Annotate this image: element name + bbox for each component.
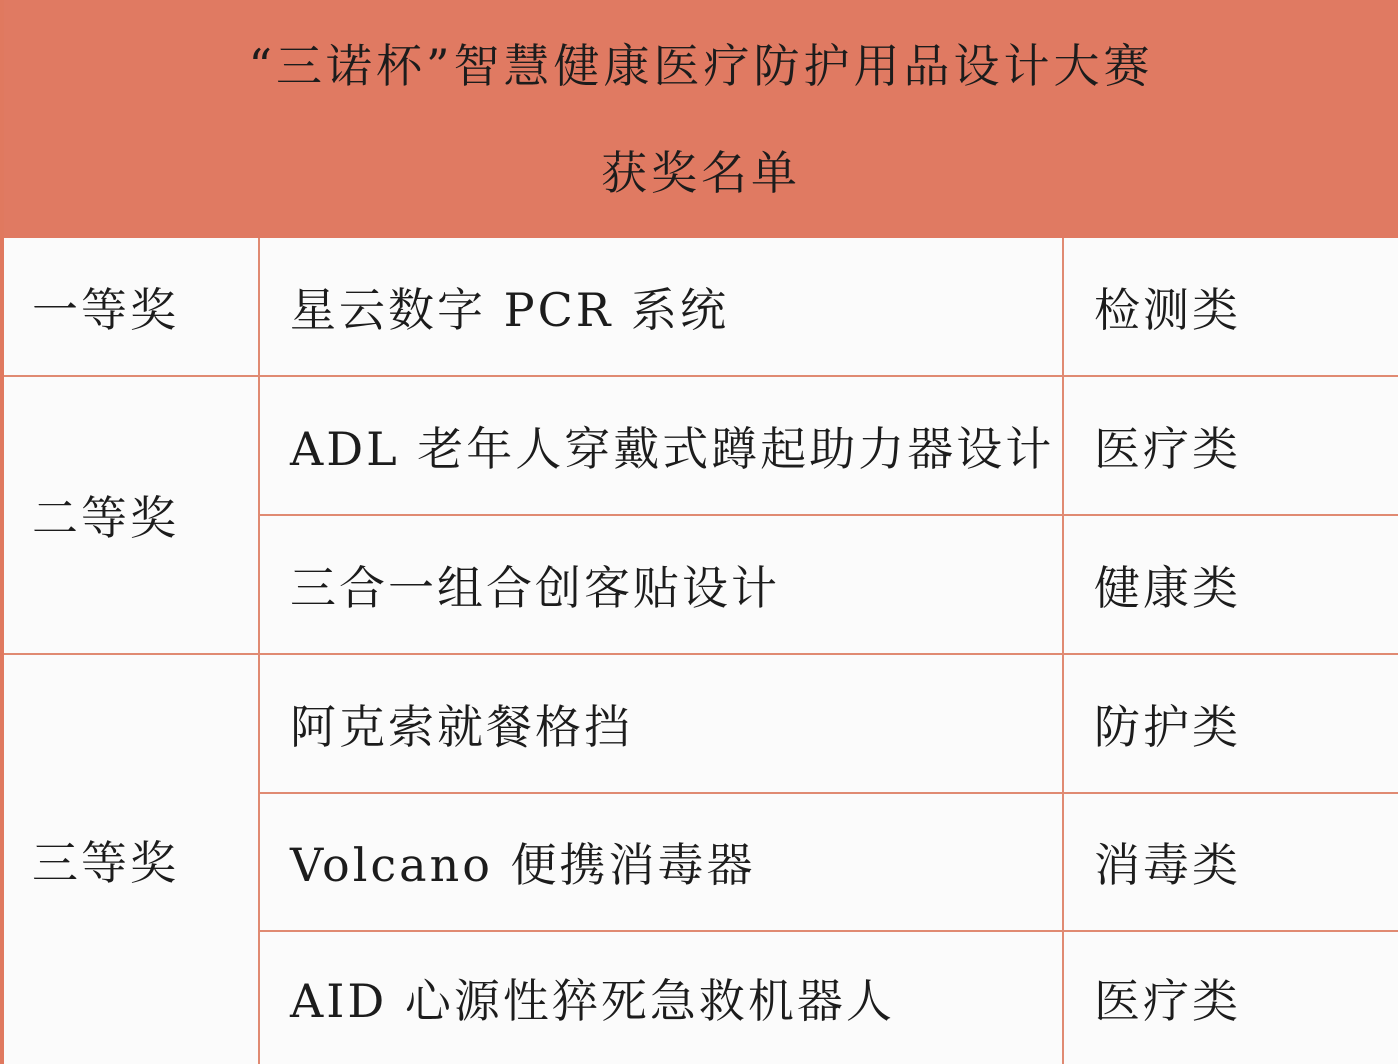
entry-category: 检测类: [1094, 282, 1241, 337]
award-tier: 三等奖: [32, 835, 179, 890]
award-table: [4, 238, 1398, 1064]
entry-name: 三合一组合创客贴设计: [290, 560, 780, 615]
entry-category: 防护类: [1094, 699, 1241, 754]
entry-name: 阿克索就餐格挡: [290, 699, 633, 754]
entry-name: AID 心源性猝死急救机器人: [290, 974, 895, 1028]
entry-name: ADL 老年人穿戴式蹲起助力器设计: [290, 421, 1055, 476]
award-tier: 二等奖: [32, 491, 179, 545]
column-divider: [1062, 238, 1064, 1064]
entry-category: 健康类: [1094, 560, 1241, 615]
page-title: “三诺杯”智慧健康医疗防护用品设计大赛: [248, 39, 1154, 93]
entry-category: 医疗类: [1094, 421, 1241, 476]
page-subtitle: 获奖名单: [601, 146, 801, 200]
header-banner: [4, 0, 1398, 238]
entry-category: 消毒类: [1094, 838, 1241, 892]
entry-name: 星云数字 PCR 系统: [290, 282, 730, 337]
column-divider: [258, 238, 260, 1064]
entry-name: Volcano 便携消毒器: [290, 838, 756, 892]
entry-category: 医疗类: [1094, 974, 1241, 1028]
award-tier: 一等奖: [32, 282, 179, 337]
